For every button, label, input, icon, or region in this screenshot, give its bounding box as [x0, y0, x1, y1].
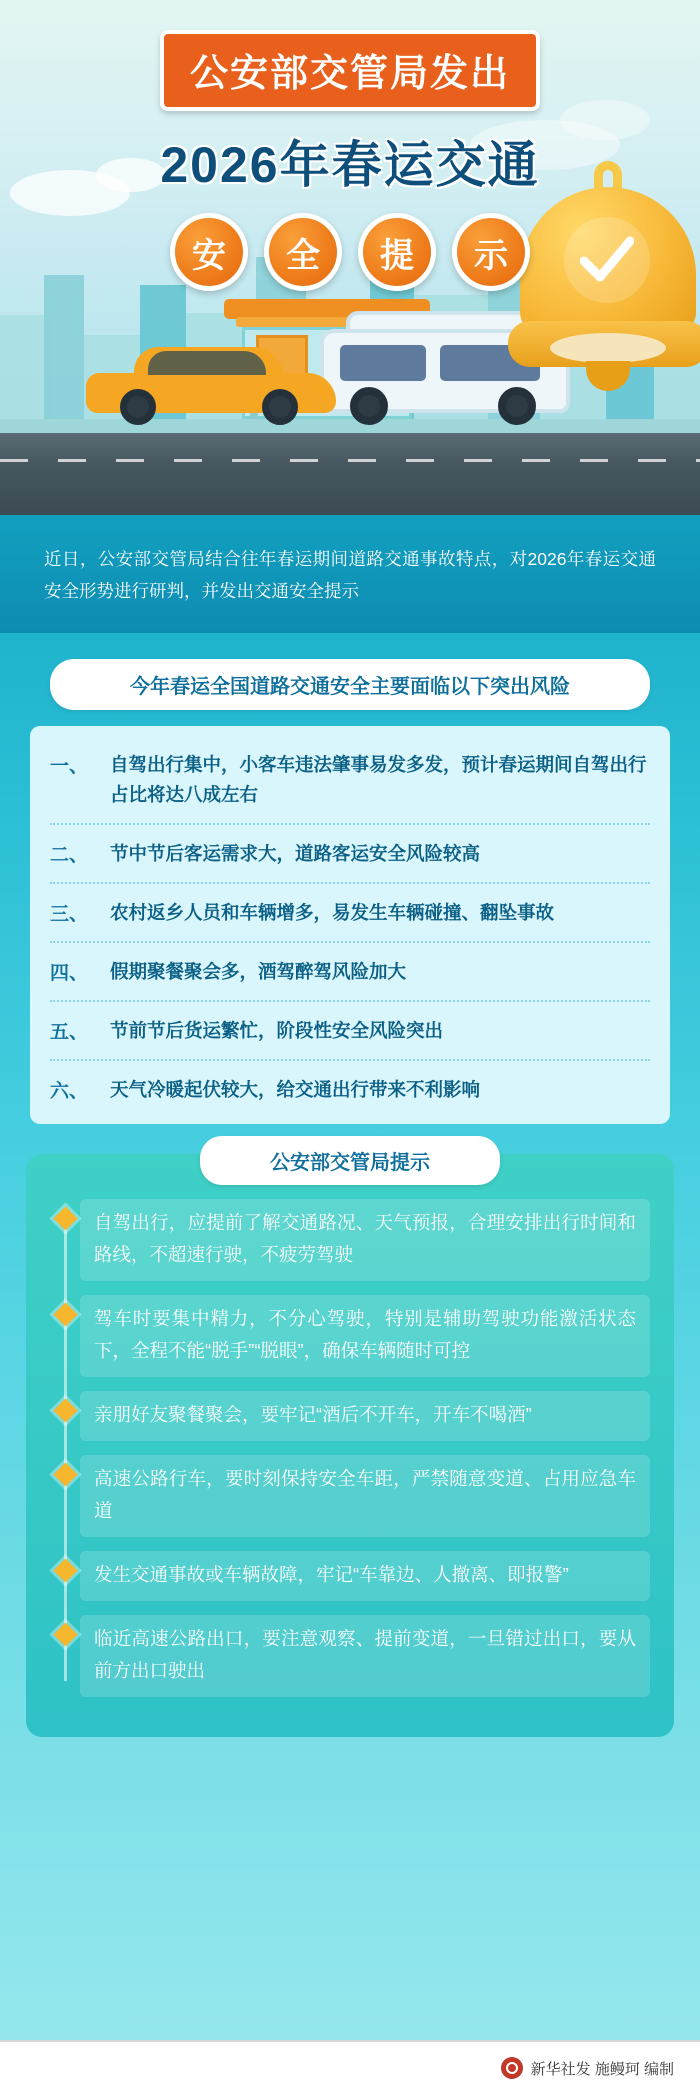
tip-item-text: 驾车时要集中精力，不分心驾驶，特别是辅助驾驶功能激活状态下，全程不能“脱手”“脱眼”，确保车辆随时可控 — [80, 1295, 650, 1377]
building — [44, 275, 84, 435]
diamond-bullet-icon — [50, 1205, 80, 1235]
page-title-main: 2026年春运交通 — [160, 137, 540, 193]
risk-section-heading: 今年春运全国道路交通安全主要面临以下突出风险 — [50, 659, 650, 710]
title-badge-1: 安 — [170, 213, 248, 291]
risk-item — [50, 943, 650, 1002]
risk-item-text: 农村返乡人员和车辆增多，易发生车辆碰撞、翻坠事故 — [110, 902, 555, 923]
risk-item — [50, 1061, 650, 1118]
tip-item — [50, 1551, 650, 1601]
tip-item — [50, 1615, 650, 1697]
risk-item-number: 六、 — [50, 1081, 89, 1102]
risk-item-text: 自驾出行集中，小客车违法肇事易发多发，预计春运期间自驾出行占比将达八成左右 — [110, 754, 647, 805]
risk-item — [50, 825, 650, 884]
tips-section-heading: 公安部交管局提示 — [200, 1136, 500, 1185]
risk-item-text: 天气冷暖起伏较大，给交通出行带来不利影响 — [110, 1079, 481, 1100]
tips-section — [26, 1154, 674, 1737]
tip-item-text: 高速公路行车，要时刻保持安全车距，严禁随意变道、占用应急车道 — [80, 1455, 650, 1537]
risk-item-text: 节前节后货运繁忙，阶段性安全风险突出 — [110, 1020, 444, 1041]
title-badge-3: 提 — [358, 213, 436, 291]
road — [0, 433, 700, 515]
tip-item-text: 临近高速公路出口，要注意观察、提前变道，一旦错过出口，要从前方出口驶出 — [80, 1615, 650, 1697]
risk-item-number: 四、 — [50, 963, 89, 984]
hero-illustration — [0, 0, 700, 515]
risk-item — [50, 1002, 650, 1061]
footer-credit: 新华社发 施鳗珂 编制 — [530, 2060, 674, 2078]
tip-item-text: 自驾出行，应提前了解交通路况、天气预报，合理安排出行时间和路线，不超速行驶，不疲劳驾驶 — [80, 1199, 650, 1281]
risk-item — [50, 736, 650, 825]
diamond-bullet-icon — [50, 1461, 80, 1491]
diamond-bullet-icon — [50, 1301, 80, 1331]
risk-item-number: 五、 — [50, 1022, 89, 1043]
title-badge-2: 全 — [264, 213, 342, 291]
intro-paragraph: 近日，公安部交管局结合往年春运期间道路交通事故特点，对2026年春运交通安全形势进行研判，并发出交通安全提示 — [0, 515, 700, 633]
tip-item — [50, 1391, 650, 1441]
tips-list — [50, 1199, 650, 1697]
tip-item — [50, 1455, 650, 1537]
tip-item — [50, 1199, 650, 1281]
risk-list — [30, 726, 670, 1124]
diamond-bullet-icon — [50, 1397, 80, 1427]
tip-item — [50, 1295, 650, 1377]
risk-item-number: 二、 — [50, 845, 89, 866]
risk-section — [0, 633, 700, 1134]
tip-item-text: 亲朋好友聚餐聚会，要牢记“酒后不开车，开车不喝酒” — [80, 1391, 650, 1441]
risk-item-number: 三、 — [50, 904, 89, 925]
title-badge-4: 示 — [452, 213, 530, 291]
diamond-bullet-icon — [50, 1557, 80, 1587]
xinhua-logo-icon — [501, 2057, 523, 2079]
risk-item — [50, 884, 650, 943]
page-title-top: 公安部交管局发出 — [160, 30, 540, 111]
footer — [0, 2040, 700, 2094]
taxi-icon — [86, 345, 336, 423]
risk-item-text: 节中节后客运需求大，道路客运安全风险较高 — [110, 843, 481, 864]
risk-item-number: 一、 — [50, 756, 89, 777]
tip-item-text: 发生交通事故或车辆故障，牢记“车靠边、人撤离、即报警” — [80, 1551, 650, 1601]
diamond-bullet-icon — [50, 1621, 80, 1651]
risk-item-text: 假期聚餐聚会多，酒驾醉驾风险加大 — [110, 961, 407, 982]
title-badge-group — [0, 213, 700, 291]
title-block — [0, 30, 700, 291]
